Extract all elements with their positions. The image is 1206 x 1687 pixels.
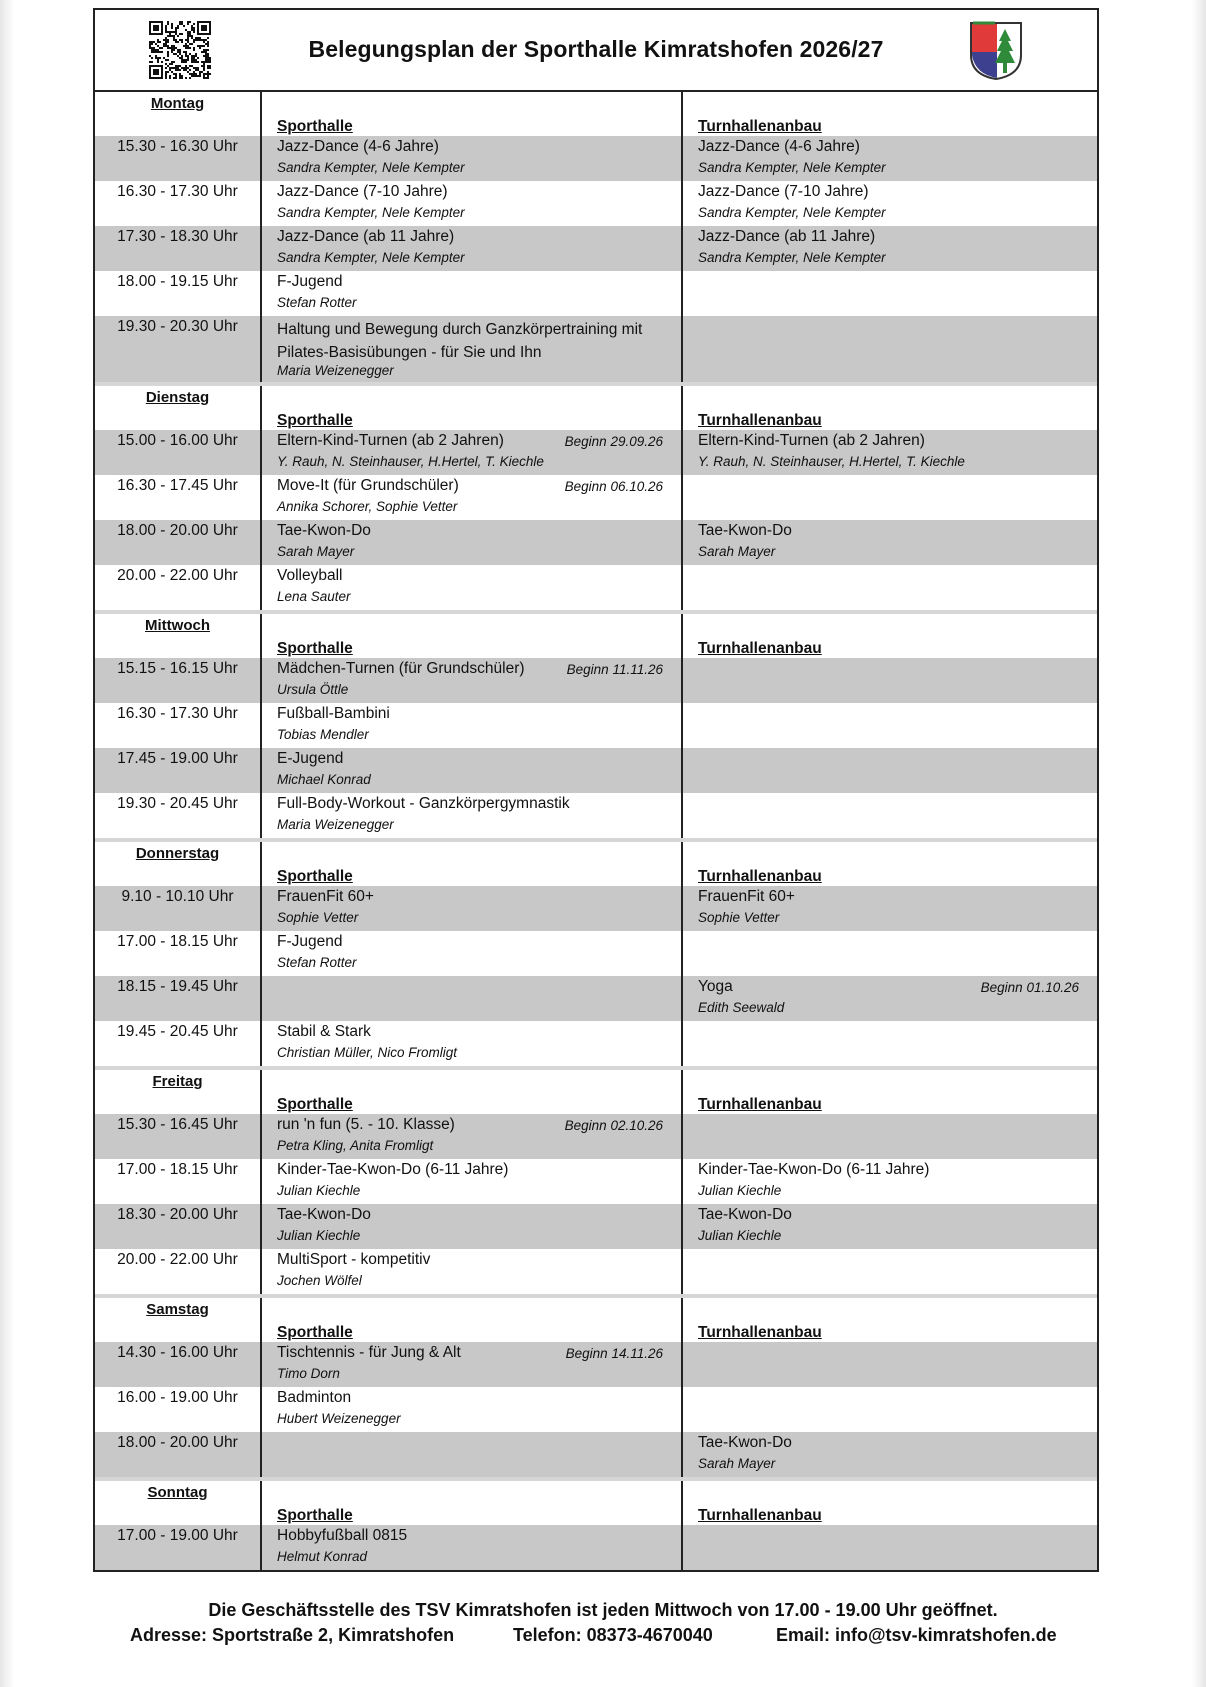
day-header-row (95, 1298, 1097, 1342)
trainer-name: Edith Seewald (698, 1000, 785, 1015)
time-slot: 20.00 - 22.00 Uhr (117, 567, 238, 584)
column-header-sporthalle: Sporthalle (277, 1507, 353, 1524)
schedule-row (95, 316, 1097, 382)
footer-address: Adresse: Sportstraße 2, Kimratshofen (130, 1625, 455, 1645)
trainer-name: Y. Rauh, N. Steinhauser, H.Hertel, T. Kiechle (277, 454, 544, 469)
turnhallenanbau-cell (683, 226, 1097, 271)
column-header-sporthalle: Sporthalle (277, 1096, 353, 1113)
time-slot: 16.30 - 17.30 Uhr (117, 705, 238, 722)
day-block (95, 842, 1097, 1070)
schedule-row (95, 793, 1097, 838)
turnhallenanbau-cell (683, 181, 1097, 226)
activity-name: Badminton (277, 1389, 352, 1406)
sporthalle-cell (262, 1204, 683, 1249)
sheet-header (95, 10, 1097, 92)
day-block (95, 386, 1097, 614)
time-slot: 19.45 - 20.45 Uhr (117, 1023, 238, 1040)
time-slot: 17.00 - 18.15 Uhr (117, 1161, 238, 1178)
start-date: Beginn 14.11.26 (565, 1346, 663, 1361)
time-slot: 19.30 - 20.30 Uhr (117, 318, 238, 335)
time-slot: 20.00 - 22.00 Uhr (117, 1251, 238, 1268)
trainer-name: Lena Sauter (277, 589, 351, 604)
day-header-row (95, 1070, 1097, 1114)
trainer-name: Michael Konrad (277, 772, 371, 787)
schedule-sheet (93, 8, 1099, 1572)
activity-name: E-Jugend (277, 750, 344, 767)
sporthalle-cell (262, 181, 683, 226)
day-header-row (95, 92, 1097, 136)
page-title: Belegungsplan der Sporthalle Kimratshofen 2026/27 (308, 36, 884, 62)
column-header-sporthalle: Sporthalle (277, 868, 353, 885)
turnhallenanbau-cell (683, 565, 1097, 610)
trainer-name: Jochen Wölfel (277, 1273, 362, 1288)
column-header-sporthalle: Sporthalle (277, 1324, 353, 1341)
time-slot: 15.30 - 16.45 Uhr (117, 1116, 238, 1133)
time-slot: 15.30 - 16.30 Uhr (117, 138, 238, 155)
sporthalle-cell (262, 1387, 683, 1432)
activity-name: Jazz-Dance (ab 11 Jahre) (698, 228, 876, 245)
trainer-name: Y. Rauh, N. Steinhauser, H.Hertel, T. Kiechle (698, 454, 965, 469)
time-slot: 16.30 - 17.45 Uhr (117, 477, 238, 494)
turnhallenanbau-cell (683, 793, 1097, 838)
activity-name: Jazz-Dance (4-6 Jahre) (277, 138, 439, 155)
sporthalle-cell (262, 658, 683, 703)
trainer-name: Helmut Konrad (277, 1549, 368, 1564)
activity-name: Move-It (für Grundschüler) (277, 477, 459, 494)
sporthalle-cell (262, 976, 683, 1021)
start-date: Beginn 01.10.26 (980, 980, 1079, 995)
sporthalle-cell (262, 1114, 683, 1159)
trainer-name: Christian Müller, Nico Fromligt (277, 1045, 458, 1060)
trainer-name: Sophie Vetter (698, 910, 780, 925)
sporthalle-cell (262, 1525, 683, 1570)
footer-office-hours: Die Geschäftsstelle des TSV Kimratshofen ist jeden Mittwoch von 17.00 - 19.00 Uhr geöffnet. (208, 1600, 998, 1620)
trainer-name: Stefan Rotter (277, 295, 357, 310)
activity-name: Stabil & Stark (277, 1023, 371, 1040)
schedule-row (95, 886, 1097, 931)
activity-name: Eltern-Kind-Turnen (ab 2 Jahren) (277, 432, 504, 449)
day-header-row (95, 614, 1097, 658)
sporthalle-cell (262, 1159, 683, 1204)
schedule-row (95, 1114, 1097, 1159)
schedule-row (95, 271, 1097, 316)
turnhallenanbau-cell (683, 1387, 1097, 1432)
activity-name: Tae-Kwon-Do (698, 1434, 792, 1451)
turnhallenanbau-cell (683, 1342, 1097, 1387)
time-slot: 18.00 - 20.00 Uhr (117, 522, 238, 539)
start-date: Beginn 29.09.26 (564, 434, 663, 449)
schedule-body (95, 92, 1097, 1570)
turnhallenanbau-cell (683, 520, 1097, 565)
activity-name: Mädchen-Turnen (für Grundschüler) (277, 660, 525, 677)
trainer-name: Sandra Kempter, Nele Kempter (277, 205, 465, 220)
schedule-row (95, 931, 1097, 976)
day-name: Sonntag (147, 1484, 208, 1501)
time-slot: 17.00 - 19.00 Uhr (117, 1527, 238, 1544)
turnhallenanbau-cell (683, 1525, 1097, 1570)
trainer-name: Hubert Weizenegger (277, 1411, 401, 1426)
turnhallenanbau-cell (683, 931, 1097, 976)
turnhallenanbau-cell (683, 703, 1097, 748)
schedule-row (95, 1204, 1097, 1249)
activity-name: Kinder-Tae-Kwon-Do (6-11 Jahre) (277, 1161, 509, 1178)
time-slot: 17.30 - 18.30 Uhr (117, 228, 238, 245)
column-header-sporthalle: Sporthalle (277, 118, 353, 135)
sporthalle-cell (262, 271, 683, 316)
turnhallenanbau-cell (683, 1021, 1097, 1066)
activity-name: FrauenFit 60+ (277, 888, 374, 905)
activity-name: Tae-Kwon-Do (698, 522, 792, 539)
schedule-row (95, 1342, 1097, 1387)
footer-email[interactable]: Email: info@tsv-kimratshofen.de (776, 1625, 1057, 1645)
day-name: Mittwoch (145, 617, 210, 634)
column-header-turnhallenanbau: Turnhallenanbau (698, 1324, 822, 1341)
schedule-row (95, 748, 1097, 793)
day-header-row (95, 1481, 1097, 1525)
activity-name: Full-Body-Workout - Ganzkörpergymnastik (277, 795, 570, 812)
column-header-turnhallenanbau: Turnhallenanbau (698, 118, 822, 135)
day-block (95, 92, 1097, 386)
day-block (95, 1070, 1097, 1298)
activity-name: run 'n fun (5. - 10. Klasse) (277, 1116, 455, 1133)
activity-name: Kinder-Tae-Kwon-Do (6-11 Jahre) (698, 1161, 930, 1178)
turnhallenanbau-cell (683, 658, 1097, 703)
trainer-name: Ursula Öttle (277, 682, 349, 697)
activity-name: Jazz-Dance (4-6 Jahre) (698, 138, 860, 155)
schedule-row (95, 136, 1097, 181)
sporthalle-cell (262, 316, 683, 382)
sporthalle-cell (262, 475, 683, 520)
day-name: Montag (150, 95, 205, 112)
start-date: Beginn 06.10.26 (564, 479, 663, 494)
trainer-name: Sandra Kempter, Nele Kempter (698, 160, 886, 175)
schedule-row (95, 1525, 1097, 1570)
turnhallenanbau-cell (683, 136, 1097, 181)
schedule-row (95, 1159, 1097, 1204)
turnhallenanbau-cell (683, 430, 1097, 475)
sporthalle-cell (262, 931, 683, 976)
time-slot: 16.30 - 17.30 Uhr (117, 183, 238, 200)
activity-name: FrauenFit 60+ (698, 888, 795, 905)
schedule-row (95, 565, 1097, 610)
column-header-turnhallenanbau: Turnhallenanbau (698, 640, 822, 657)
start-date: Beginn 02.10.26 (564, 1118, 663, 1133)
turnhallenanbau-cell (683, 976, 1097, 1021)
column-header-turnhallenanbau: Turnhallenanbau (698, 1507, 822, 1524)
sporthalle-cell (262, 886, 683, 931)
schedule-row (95, 1432, 1097, 1477)
sporthalle-cell (262, 1249, 683, 1294)
sporthalle-cell (262, 793, 683, 838)
schedule-row (95, 1021, 1097, 1066)
trainer-name: Sandra Kempter, Nele Kempter (277, 160, 465, 175)
day-block (95, 1298, 1097, 1481)
day-name: Samstag (146, 1301, 209, 1318)
time-slot: 14.30 - 16.00 Uhr (117, 1344, 238, 1361)
turnhallenanbau-cell (683, 1432, 1097, 1477)
trainer-name: Tobias Mendler (277, 727, 369, 742)
turnhallenanbau-cell (683, 1204, 1097, 1249)
time-slot: 18.00 - 20.00 Uhr (117, 1434, 238, 1451)
sporthalle-cell (262, 430, 683, 475)
schedule-row (95, 976, 1097, 1021)
column-header-sporthalle: Sporthalle (277, 640, 353, 657)
activity-name: F-Jugend (277, 273, 343, 290)
page-edge-right (1192, 0, 1206, 1687)
sporthalle-cell (262, 748, 683, 793)
day-header-row (95, 842, 1097, 886)
day-name: Dienstag (145, 389, 210, 406)
schedule-row (95, 430, 1097, 475)
club-crest-icon (967, 19, 1025, 81)
sporthalle-cell (262, 1432, 683, 1477)
turnhallenanbau-cell (683, 1249, 1097, 1294)
schedule-row (95, 520, 1097, 565)
activity-name: Yoga (698, 978, 733, 995)
sporthalle-cell (262, 520, 683, 565)
time-slot: 18.30 - 20.00 Uhr (117, 1206, 238, 1223)
trainer-name: Maria Weizenegger (277, 817, 394, 832)
time-slot: 17.00 - 18.15 Uhr (117, 933, 238, 950)
schedule-row (95, 703, 1097, 748)
activity-name: Haltung und Bewegung durch Ganzkörpertraining mit Pilates-Basisübungen - für Sie und Ihn (277, 321, 643, 361)
day-header-row (95, 386, 1097, 430)
trainer-name: Sandra Kempter, Nele Kempter (277, 250, 465, 265)
activity-name: Tae-Kwon-Do (698, 1206, 792, 1223)
time-slot: 15.15 - 16.15 Uhr (117, 660, 238, 677)
activity-name: Jazz-Dance (ab 11 Jahre) (277, 228, 455, 245)
schedule-row (95, 658, 1097, 703)
trainer-name: Sandra Kempter, Nele Kempter (698, 205, 886, 220)
trainer-name: Timo Dorn (277, 1366, 340, 1381)
turnhallenanbau-cell (683, 271, 1097, 316)
time-slot: 17.45 - 19.00 Uhr (117, 750, 238, 767)
activity-name: Volleyball (277, 567, 343, 584)
day-block (95, 1481, 1097, 1570)
turnhallenanbau-cell (683, 1159, 1097, 1204)
trainer-name: Maria Weizenegger (277, 363, 394, 378)
day-block (95, 614, 1097, 842)
trainer-name: Julian Kiechle (698, 1183, 782, 1198)
activity-name: Tae-Kwon-Do (277, 522, 371, 539)
trainer-name: Sarah Mayer (698, 1456, 776, 1471)
trainer-name: Julian Kiechle (277, 1183, 361, 1198)
trainer-name: Julian Kiechle (698, 1228, 782, 1243)
sporthalle-cell (262, 703, 683, 748)
trainer-name: Sarah Mayer (698, 544, 776, 559)
turnhallenanbau-cell (683, 886, 1097, 931)
sporthalle-cell (262, 565, 683, 610)
time-slot: 18.00 - 19.15 Uhr (117, 273, 238, 290)
sporthalle-cell (262, 226, 683, 271)
start-date: Beginn 11.11.26 (566, 662, 663, 677)
schedule-row (95, 1387, 1097, 1432)
column-header-turnhallenanbau: Turnhallenanbau (698, 868, 822, 885)
time-slot: 18.15 - 19.45 Uhr (117, 978, 238, 995)
trainer-name: Sophie Vetter (277, 910, 359, 925)
time-slot: 19.30 - 20.45 Uhr (117, 795, 238, 812)
time-slot: 16.00 - 19.00 Uhr (117, 1389, 238, 1406)
trainer-name: Sarah Mayer (277, 544, 355, 559)
trainer-name: Petra Kling, Anita Fromligt (277, 1138, 434, 1153)
activity-name: MultiSport - kompetitiv (277, 1251, 431, 1268)
schedule-row (95, 226, 1097, 271)
turnhallenanbau-cell (683, 316, 1097, 382)
time-slot: 15.00 - 16.00 Uhr (117, 432, 238, 449)
schedule-row (95, 475, 1097, 520)
activity-name: Eltern-Kind-Turnen (ab 2 Jahren) (698, 432, 925, 449)
column-header-turnhallenanbau: Turnhallenanbau (698, 412, 822, 429)
activity-name: F-Jugend (277, 933, 343, 950)
page-edge-left (0, 0, 14, 1687)
activity-name: Fußball-Bambini (277, 705, 390, 722)
trainer-name: Annika Schorer, Sophie Vetter (277, 499, 458, 514)
column-header-turnhallenanbau: Turnhallenanbau (698, 1096, 822, 1113)
day-name: Freitag (152, 1073, 203, 1090)
activity-name: Hobbyfußball 0815 (277, 1527, 408, 1544)
turnhallenanbau-cell (683, 748, 1097, 793)
schedule-row (95, 181, 1097, 226)
activity-name: Jazz-Dance (7-10 Jahre) (277, 183, 448, 200)
trainer-name: Sandra Kempter, Nele Kempter (698, 250, 886, 265)
column-header-sporthalle: Sporthalle (277, 412, 353, 429)
sporthalle-cell (262, 1342, 683, 1387)
trainer-name: Julian Kiechle (277, 1228, 361, 1243)
time-slot: 9.10 - 10.10 Uhr (121, 888, 234, 905)
activity-name: Tae-Kwon-Do (277, 1206, 371, 1223)
schedule-row (95, 1249, 1097, 1294)
sporthalle-cell (262, 136, 683, 181)
day-name: Donnerstag (135, 845, 220, 862)
trainer-name: Stefan Rotter (277, 955, 357, 970)
footer-phone: Telefon: 08373-4670040 (513, 1625, 713, 1645)
activity-name: Jazz-Dance (7-10 Jahre) (698, 183, 869, 200)
turnhallenanbau-cell (683, 475, 1097, 520)
activity-name: Tischtennis - für Jung & Alt (277, 1344, 461, 1361)
turnhallenanbau-cell (683, 1114, 1097, 1159)
sporthalle-cell (262, 1021, 683, 1066)
